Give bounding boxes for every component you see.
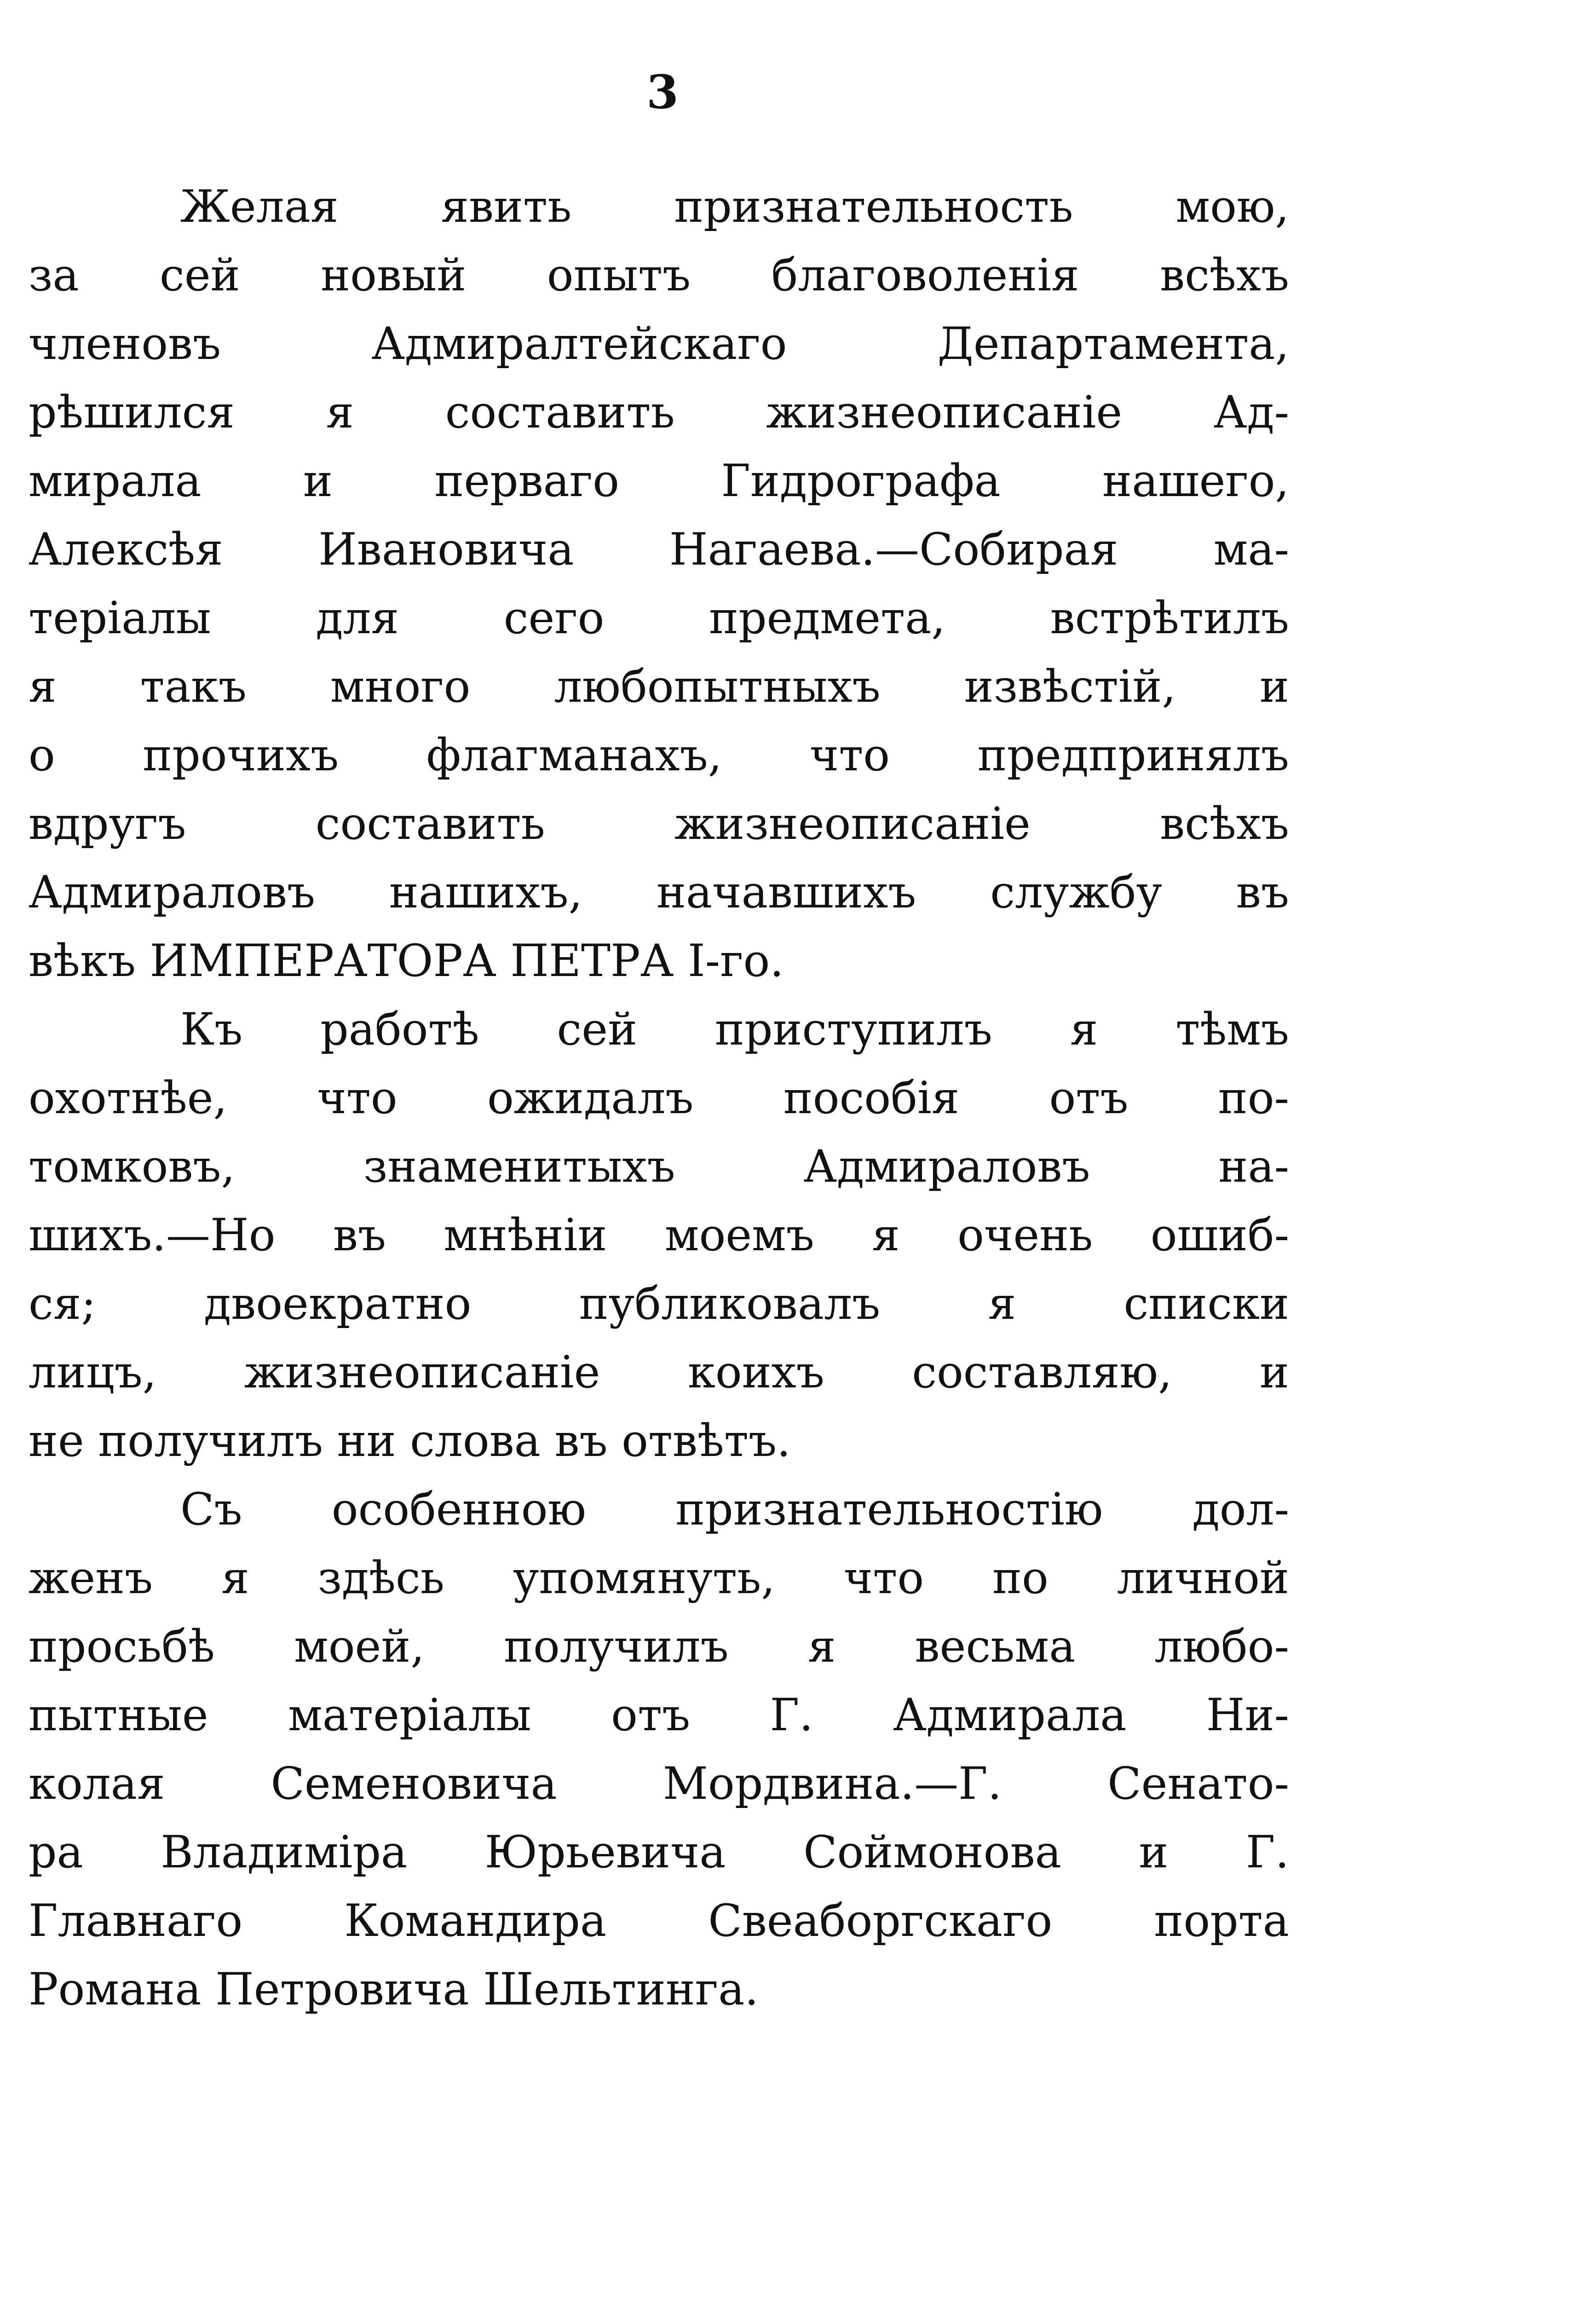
paragraph-2-line-2: охотнѣе, что ожидалъ пособія отъ по- [29,1072,1289,1124]
paragraph-3-line-7: Главнаго Командира Свеаборгскаго порта [29,1895,1289,1947]
paragraph-2-line-7: не получилъ ни слова въ отвѣтъ. [29,1415,791,1467]
paragraph-1-line-8: я такъ много любопытныхъ извѣстій, и [29,661,1289,712]
page-number: 3 [646,65,679,119]
paragraph-3-line-6: ра Владиміра Юрьевича Соймонова и Г. [29,1826,1289,1878]
paragraph-1-line-11: Адмираловъ нашихъ, начавшихъ службу въ [29,866,1289,918]
paragraph-2-line-5: ся; двоекратно публиковалъ я списки [29,1278,1289,1329]
paragraph-2-line-3: томковъ, знаменитыхъ Адмираловъ на- [29,1141,1289,1192]
body-text [29,173,1289,2024]
paragraph-3-line-3: просьбѣ моей, получилъ я весьма любо- [29,1621,1289,1672]
paragraph-1-line-5: мирала и перваго Гидрографа нашего, [29,455,1289,507]
paragraph-3-line-1: Съ особенною признательностію дол- [180,1484,1289,1535]
paragraph-1-line-6: Алексѣя Ивановича Нагаева.—Собирая ма- [29,524,1289,575]
paragraph-3-line-4: пытные матеріалы отъ Г. Адмирала Ни- [29,1689,1289,1741]
paragraph-1-line-9: о прочихъ флагманахъ, что предпринялъ [29,729,1289,781]
paragraph-1-line-2: за сей новый опытъ благоволенія всѣхъ [29,249,1289,301]
paragraph-1-line-1: Желая явить признательность мою, [180,181,1289,232]
paragraph-1-line-3: членовъ Адмиралтейскаго Департамента, [29,318,1289,370]
paragraph-2-line-1: Къ работѣ сей приступилъ я тѣмъ [180,1004,1289,1055]
paragraph-2-line-4: шихъ.—Но въ мнѣніи моемъ я очень ошиб- [29,1209,1289,1261]
paragraph-3-line-8: Романа Петровича Шельтинга. [29,1964,759,2015]
paragraph-2-line-6: лицъ, жизнеописаніе коихъ составляю, и [29,1346,1289,1398]
paragraph-3-line-2: женъ я здѣсь упомянуть, что по личной [29,1552,1289,1604]
paragraph-1-line-7: теріалы для сего предмета, встрѣтилъ [29,592,1289,644]
paragraph-1-line-4: рѣшился я составить жизнеописаніе Ад- [29,387,1289,438]
paragraph-1-line-10: вдругъ составить жизнеописаніе всѣхъ [29,798,1289,849]
paragraph-3-line-5: колая Семеновича Мордвина.—Г. Сенато- [29,1758,1289,1809]
paragraph-1-line-12: вѣкъ ИМПЕРАТОРА ПЕТРА I-го. [29,935,784,987]
